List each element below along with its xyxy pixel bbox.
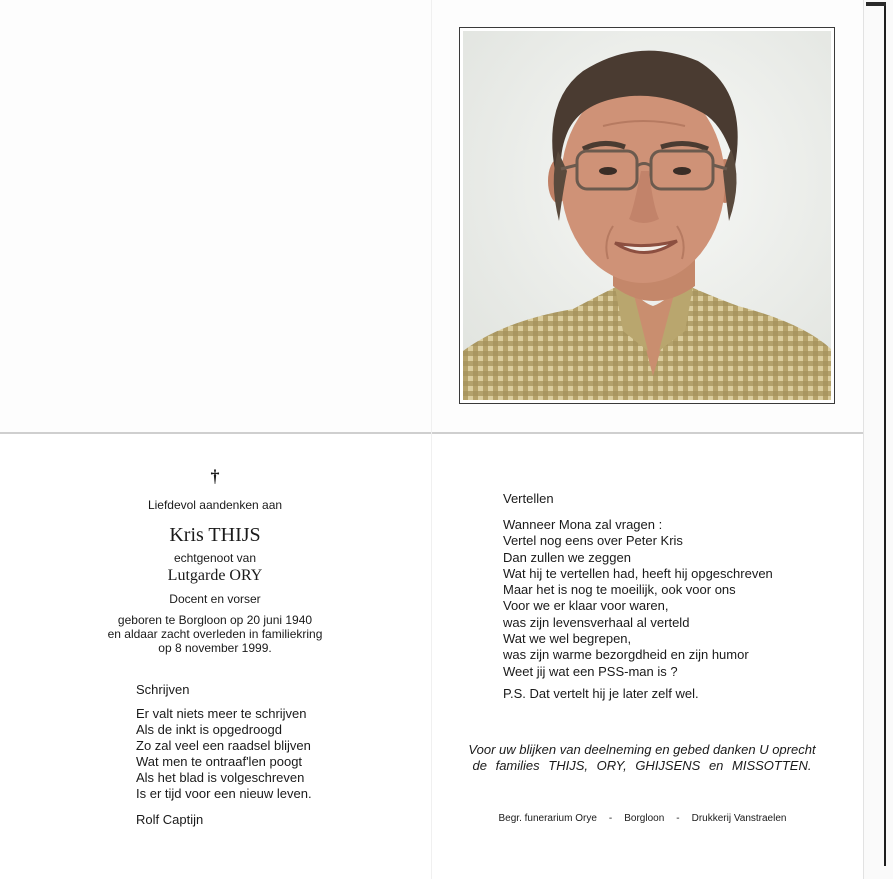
memorial-intro: Liefdevol aandenken aan xyxy=(147,498,283,512)
poem-line: Wat hij te vertellen had, heeft hij opgeschreven xyxy=(503,565,773,581)
poem-line: Is er tijd voor een nieuw leven. xyxy=(136,786,312,801)
poem-line: Vertel nog eens over Peter Kris xyxy=(503,533,683,549)
poem-right-title: Vertellen xyxy=(503,491,554,506)
poem-line: was zijn warme bezorgdheid en zijn humor xyxy=(503,647,749,663)
deceased-role: Docent en vorser xyxy=(169,592,261,606)
card-back-edge xyxy=(863,0,893,879)
thanks-line: Voor uw blijken van deelneming en gebed danken U oprecht xyxy=(468,742,816,757)
footer-credits xyxy=(470,813,815,824)
biography xyxy=(100,613,330,655)
poem-line: Er valt niets meer te schrijven xyxy=(136,706,307,721)
poem-line: was zijn levensverhaal al verteld xyxy=(503,614,690,630)
poem-line: Weet jij wat een PSS-man is ? xyxy=(503,663,678,679)
poem-line: Zo zal veel een raadsel blijven xyxy=(136,738,311,753)
poem-line: Maar het is nog te moeilijk, ook voor ons xyxy=(503,582,736,598)
poem-line: Wat we wel begrepen, xyxy=(503,631,632,647)
poem-left-title: Schrijven xyxy=(136,682,190,697)
poem-line: Als de inkt is opgedroogd xyxy=(136,722,282,737)
poem-left-author: Rolf Captijn xyxy=(136,812,204,827)
deceased-name: Kris THIJS xyxy=(169,524,261,546)
poem-right-postscript: P.S. Dat vertelt hij je later zelf wel. xyxy=(503,686,699,701)
funeral-home: Begr. funerarium Orye xyxy=(498,813,597,824)
town: Borgloon xyxy=(624,813,665,824)
poem-left xyxy=(136,706,312,802)
vertical-fold-line xyxy=(431,0,432,879)
thanks-line: de families THIJS, ORY, GHIJSENS en MISSOTTEN. xyxy=(472,758,812,773)
footer-separator: - xyxy=(676,813,680,824)
bio-line: geboren te Borgloon op 20 juni 1940 xyxy=(117,613,313,627)
printer: Drukkerij Vanstraelen xyxy=(691,813,787,824)
cross-icon: † xyxy=(210,466,220,486)
portrait-photo xyxy=(463,31,831,400)
card-edge-corner xyxy=(866,2,886,6)
poem-line: Wanneer Mona zal vragen : xyxy=(503,517,663,532)
spouse-intro: echtgenoot van xyxy=(173,551,257,565)
poem-right xyxy=(503,517,773,680)
bio-line: op 8 november 1999. xyxy=(158,641,272,655)
poem-line: Wat men te ontraaf'len poogt xyxy=(136,754,303,769)
bio-line: en aldaar zacht overleden in familiekring xyxy=(107,627,323,641)
poem-line: Dan zullen we zeggen xyxy=(503,549,631,565)
poem-line: Als het blad is volgeschreven xyxy=(136,770,305,785)
poem-line: Voor we er klaar voor waren, xyxy=(503,598,669,614)
spouse-name: Lutgarde ORY xyxy=(167,567,263,584)
card-edge-line xyxy=(884,6,886,866)
footer-separator: - xyxy=(608,813,613,824)
thanks-message xyxy=(462,742,822,774)
portrait-illustration xyxy=(463,31,831,400)
portrait-frame xyxy=(459,27,835,404)
